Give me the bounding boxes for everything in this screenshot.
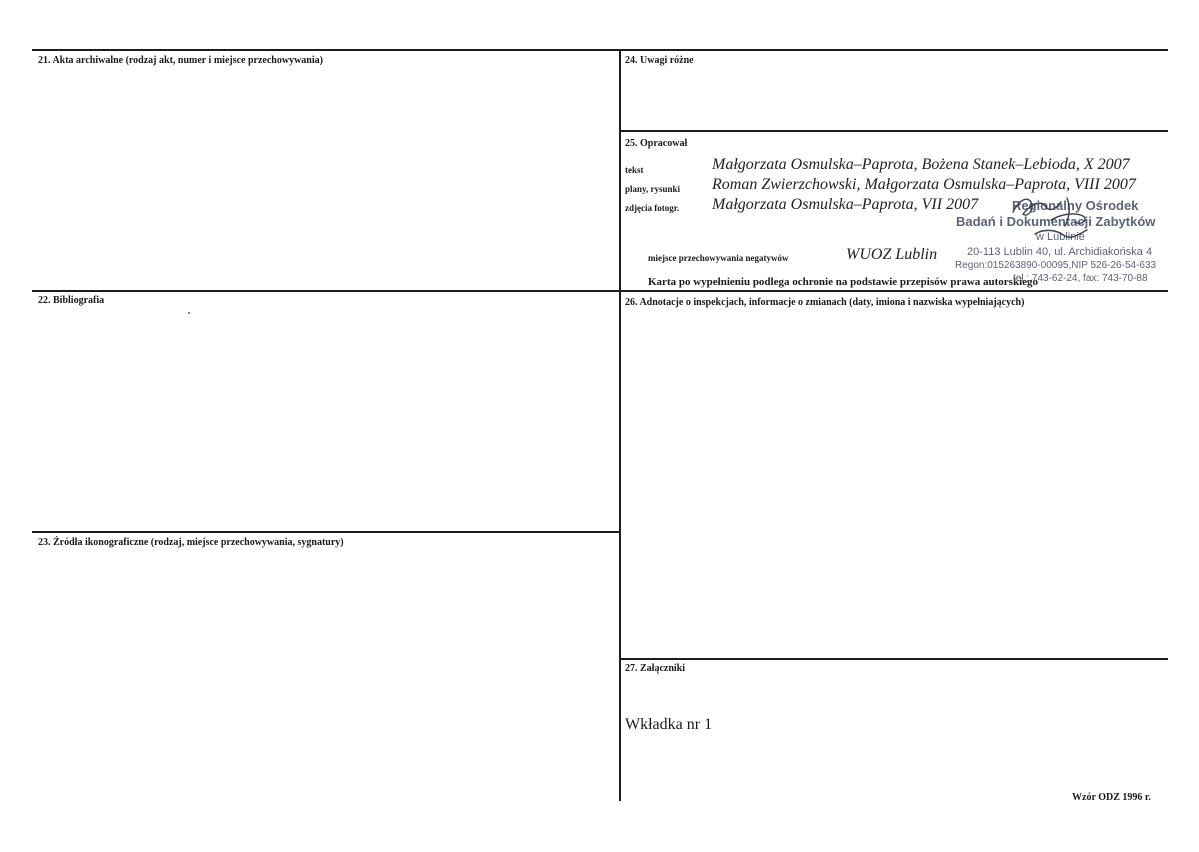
stamp-line-phone: tel.: 743-62-24, fax: 743-70-88: [1013, 273, 1148, 284]
rule-21-22: [32, 290, 1168, 292]
opracowal-label-zdjecia: zdjęcia fotogr.: [625, 203, 680, 213]
template-note: Wzór ODZ 1996 r.: [1072, 792, 1151, 803]
stamp-line-address: 20-113 Lublin 40, ul. Archidiakońska 4: [967, 246, 1153, 258]
opracowal-value-zdjecia: Małgorzata Osmulska–Paprota, VII 2007: [712, 196, 979, 213]
stamp-line-city: w Lublinie: [1036, 231, 1085, 243]
attachments-value: Wkładka nr 1: [625, 716, 713, 733]
opracowal-label-plany: plany, rysunki: [625, 184, 681, 194]
section-25-opracowal: 25. Opracował: [625, 138, 688, 149]
signature-icon: [1005, 190, 1115, 250]
opracowal-label-tekst: tekst: [625, 165, 644, 175]
section-26-adnotacje: 26. Adnotacje o inspekcjach, informacje o zmianach (daty, imiona i nazwiska wypełniających): [625, 297, 1025, 308]
rule-22-23: [32, 531, 621, 533]
section-24-uwagi-rozne: 24. Uwagi różne: [625, 55, 694, 66]
opracowal-value-plany: Roman Zwierzchowski, Małgorzata Osmulska–Paprota, VIII 2007: [712, 176, 1136, 193]
stamp-line-institution: Regionalny Ośrodek: [1012, 198, 1139, 213]
copyright-note: Karta po wypełnieniu podlega ochronie na podstawie przepisów prawa autorskiego: [648, 276, 1039, 288]
opracowal-value-tekst: Małgorzata Osmulska–Paprota, Bożena Stanek–Lebioda, X 2007: [712, 156, 1130, 173]
section-22-bibliografia: 22. Bibliografia: [38, 295, 105, 306]
top-rule: [32, 49, 1168, 51]
negatives-label: miejsce przechowywania negatywów: [648, 253, 789, 263]
section-23-zrodla-ikonograficzne: 23. Źródła ikonograficzne (rodzaj, miejsce przechowywania, sygnatury): [38, 537, 344, 548]
rule-24-25: [621, 130, 1168, 132]
stamp-line-department: Badań i Dokumentacji Zabytków: [956, 214, 1156, 229]
section-21-akta-archiwalne: 21. Akta archiwalne (rodzaj akt, numer i miejsce przechowywania): [38, 55, 323, 66]
center-divider: [619, 49, 621, 801]
section-27-zalaczniki: 27. Załączniki: [625, 663, 686, 674]
negatives-value: WUOZ Lublin: [846, 246, 938, 263]
scan-speck: [188, 312, 190, 314]
stamp-line-regon: Regon:015263890-00095,NIP 526-26-54-633: [955, 260, 1157, 271]
rule-26-27: [621, 658, 1168, 660]
